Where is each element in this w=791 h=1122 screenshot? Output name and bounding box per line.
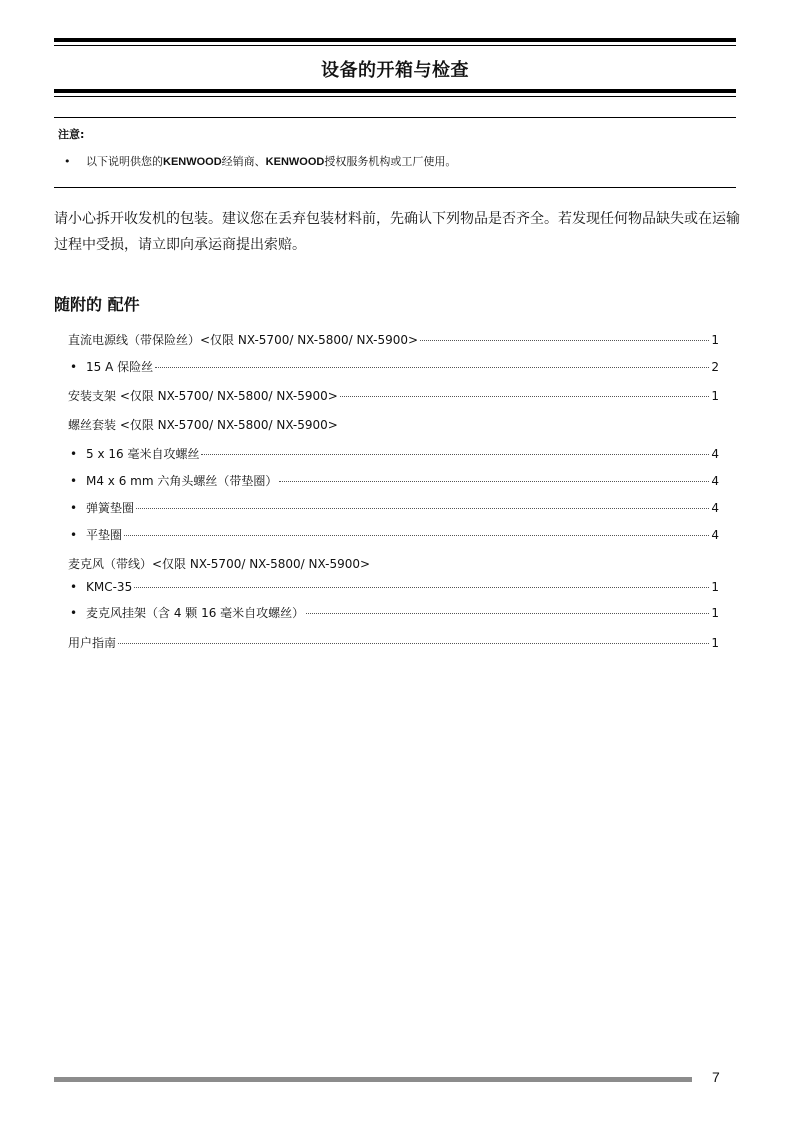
header-rule-top-thin [54, 45, 736, 46]
accessory-entry [68, 331, 719, 348]
leader-dots [306, 613, 709, 614]
accessory-label: 5 x 16 毫米自攻螺丝 [86, 447, 200, 461]
accessory-label: 弹簧垫圈 [86, 501, 135, 515]
accessory-label: 螺丝套装 <仅限 NX-5700/ NX-5800/ NX-5900> [68, 418, 338, 432]
accessory-entry [70, 472, 719, 489]
accessory-qty: 4 [711, 528, 719, 542]
header-rule-top-thick [54, 38, 736, 42]
accessory-entry [68, 387, 719, 404]
brand-name: KENWOOD [163, 156, 222, 168]
note-label: 注意: [58, 128, 85, 141]
accessory-qty: 2 [711, 360, 719, 374]
accessory-entry [70, 445, 719, 462]
accessory-label: 用户指南 [68, 636, 117, 650]
bullet: • [70, 528, 78, 542]
note-text-post: 授权服务机构或工厂使用。 [324, 155, 457, 168]
footer-bar [54, 1077, 692, 1082]
accessory-qty: 4 [711, 474, 719, 488]
accessory-entry [68, 555, 719, 572]
leader-dots [134, 587, 709, 588]
bullet: • [64, 155, 71, 168]
leader-dots [136, 508, 709, 509]
bullet: • [70, 606, 78, 620]
accessory-entry [70, 358, 719, 375]
accessory-qty: 1 [711, 636, 719, 650]
leader-dots [155, 367, 709, 368]
note-rule-bottom [54, 187, 736, 188]
bullet: • [70, 580, 78, 594]
accessory-entry [70, 526, 719, 543]
accessory-label: 15 A 保险丝 [86, 360, 154, 374]
bullet: • [70, 501, 78, 515]
bullet: • [70, 360, 78, 374]
accessory-qty: 1 [711, 389, 719, 403]
accessory-label: 平垫圈 [86, 528, 123, 542]
accessory-qty: 1 [711, 580, 719, 594]
note-rule-top [54, 117, 736, 118]
page-number: 7 [712, 1069, 720, 1085]
accessory-label: KMC-35 [86, 580, 133, 594]
leader-dots [279, 481, 709, 482]
bullet: • [70, 474, 78, 488]
accessory-label: 直流电源线（带保险丝）<仅限 NX-5700/ NX-5800/ NX-5900> [68, 333, 419, 347]
accessory-entry [70, 604, 719, 621]
page-title: 设备的开箱与检查 [321, 60, 469, 81]
accessory-label: 麦克风（带线）<仅限 NX-5700/ NX-5800/ NX-5900> [68, 557, 371, 571]
bullet: • [70, 447, 78, 461]
leader-dots [340, 396, 709, 397]
note-text-mid: 经销商、 [221, 155, 266, 168]
header-rule-bottom-thin [54, 96, 736, 97]
accessory-entry [68, 634, 719, 651]
leader-dots [124, 535, 709, 536]
intro-paragraph: 请小心拆开收发机的包装。建议您在丢弃包装材料前，先确认下列物品是否齐全。若发现任何物品缺失或在运输过程中受损，请立即向承运商提出索赔。 [54, 211, 740, 253]
header-rule-bottom-thick [54, 89, 736, 93]
leader-dots [118, 643, 709, 644]
accessory-label: 安装支架 <仅限 NX-5700/ NX-5800/ NX-5900> [68, 389, 338, 403]
accessory-qty: 4 [711, 501, 719, 515]
note-text-pre: 以下说明供您的 [86, 155, 163, 168]
accessory-entry [70, 580, 719, 594]
section-heading: 随附的 配件 [54, 295, 140, 314]
accessory-qty: 4 [711, 447, 719, 461]
accessory-qty: 1 [711, 606, 719, 620]
accessory-entry [70, 499, 719, 516]
accessory-entry [68, 416, 719, 433]
note-item [64, 154, 456, 170]
accessory-label: M4 x 6 mm 六角头螺丝（带垫圈） [86, 474, 278, 488]
accessory-qty: 1 [711, 333, 719, 347]
brand-name: KENWOOD [265, 156, 325, 168]
leader-dots [420, 340, 709, 341]
accessory-label: 麦克风挂架（含 4 颗 16 毫米自攻螺丝） [86, 606, 305, 620]
leader-dots [201, 454, 709, 455]
